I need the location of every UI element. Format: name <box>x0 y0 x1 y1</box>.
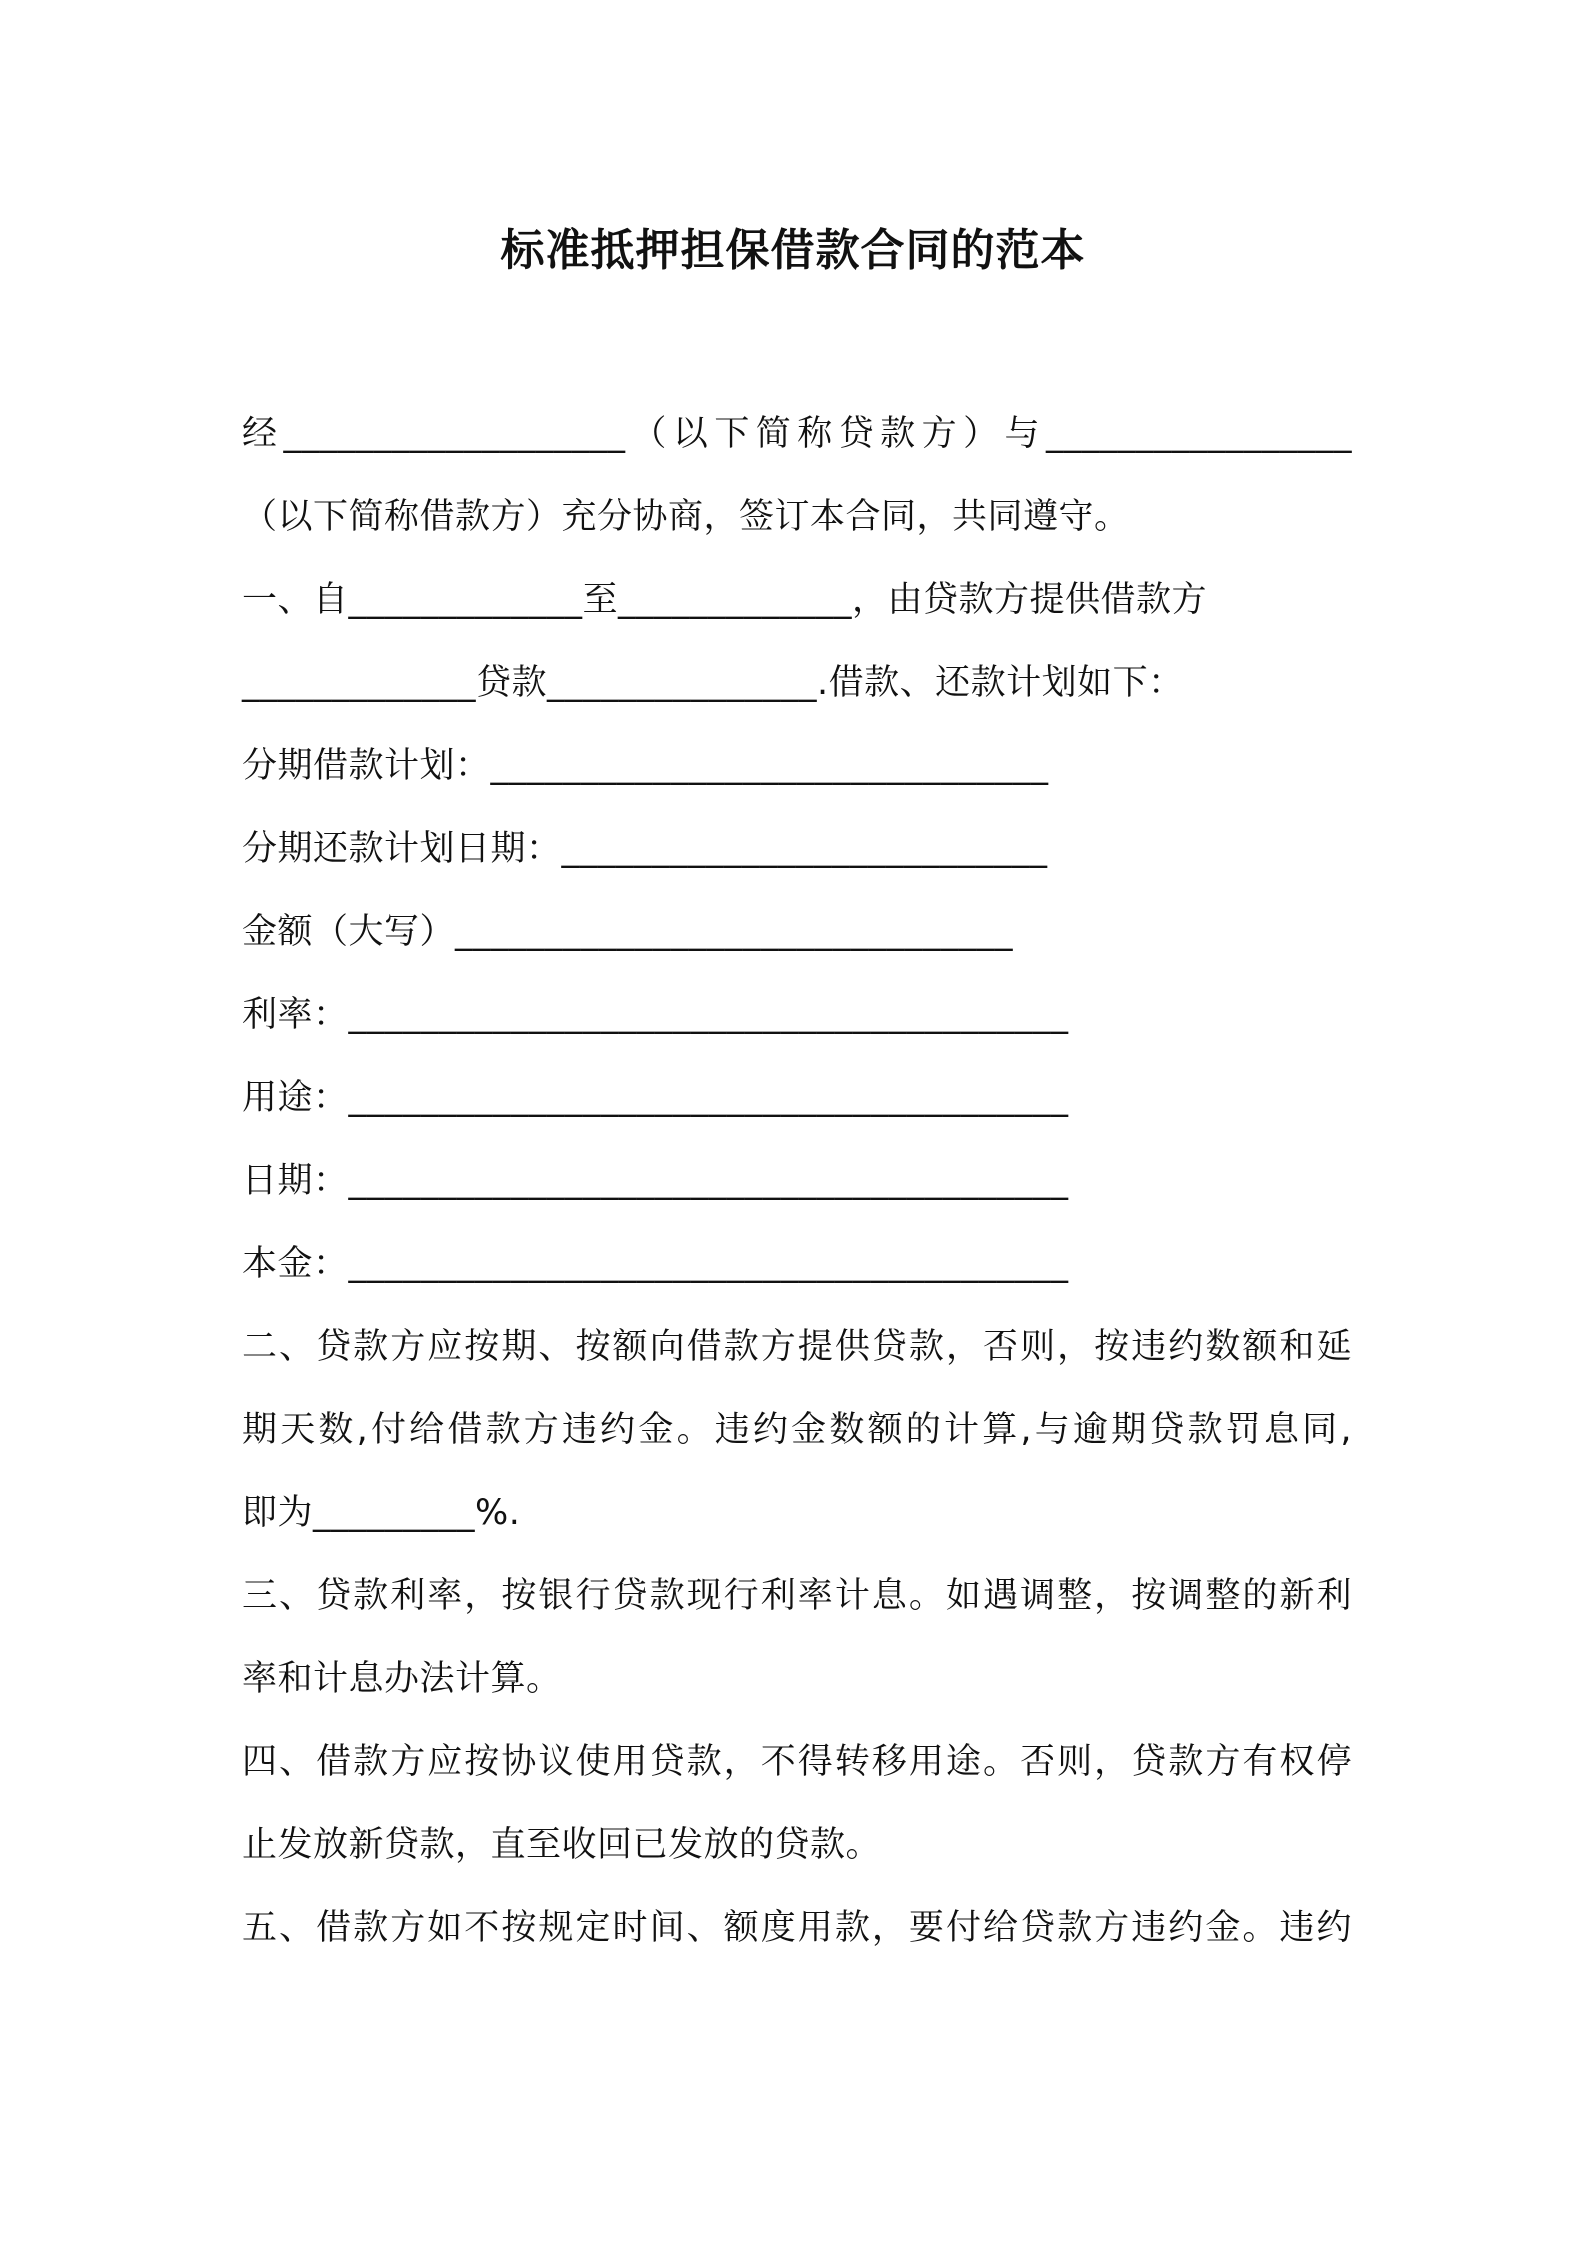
line-text: 期天数,付给借款方违约金。违约金数额的计算,与逾期贷款罚息同, <box>242 1410 1352 1450</box>
line-text: 用途：________________________________________ <box>242 1078 1069 1118</box>
clause-3-line-1 <box>242 1566 1352 1649</box>
clause-2-line-2 <box>242 1400 1352 1483</box>
clause-1-line-2 <box>242 653 1352 736</box>
line-text: 经___________________（以下简称贷款方）与_________________ <box>242 414 1352 454</box>
line-text: 率和计息办法计算。 <box>242 1659 562 1699</box>
principal-field <box>242 1234 1352 1317</box>
line-text: 五、借款方如不按规定时间、额度用款，要付给贷款方违约金。违约 <box>242 1908 1352 1948</box>
clause-4-line-2 <box>242 1815 1352 1898</box>
line-text: （以下简称借款方）充分协商，签订本合同，共同遵守。 <box>242 497 1130 537</box>
party-line-2 <box>242 487 1352 570</box>
line-text: 日期：________________________________________ <box>242 1161 1069 1201</box>
line-text: 四、借款方应按协议使用贷款，不得转移用途。否则，贷款方有权停 <box>242 1742 1352 1782</box>
installment-repayment-date-field <box>242 819 1352 902</box>
line-text: 金额（大写）_______________________________ <box>242 912 1014 952</box>
line-text: 本金：________________________________________ <box>242 1244 1069 1284</box>
line-text: 分期还款计划日期：___________________________ <box>242 829 1048 869</box>
date-field <box>242 1151 1352 1234</box>
document-title: 标准抵押担保借款合同的范本 <box>500 225 1086 276</box>
party-line-1 <box>242 404 1352 487</box>
line-text: 即为_________%. <box>242 1493 521 1533</box>
line-text: 分期借款计划：_______________________________ <box>242 746 1049 786</box>
clause-5-line-1 <box>242 1898 1352 1981</box>
clause-1-line-1 <box>242 570 1352 653</box>
line-text: 三、贷款利率，按银行贷款现行利率计息。如遇调整，按调整的新利 <box>242 1576 1352 1616</box>
installment-loan-plan-field <box>242 736 1352 819</box>
line-text: 二、贷款方应按期、按额向借款方提供贷款，否则，按违约数额和延 <box>242 1327 1352 1367</box>
clause-3-line-2 <box>242 1649 1352 1732</box>
line-text: _____________贷款_______________.借款、还款计划如下： <box>242 663 1184 703</box>
amount-in-words-field <box>242 902 1352 985</box>
clause-4-line-1 <box>242 1732 1352 1815</box>
clause-2-line-1 <box>242 1317 1352 1400</box>
line-text: 一、自_____________至_____________，由贷款方提供借款方 <box>242 580 1208 620</box>
purpose-field <box>242 1068 1352 1151</box>
contract-body <box>242 404 1352 1981</box>
interest-rate-field <box>242 985 1352 1068</box>
line-text: 止发放新贷款，直至收回已发放的贷款。 <box>242 1825 882 1865</box>
clause-2-line-3 <box>242 1483 1352 1566</box>
line-text: 利率：________________________________________ <box>242 995 1069 1035</box>
